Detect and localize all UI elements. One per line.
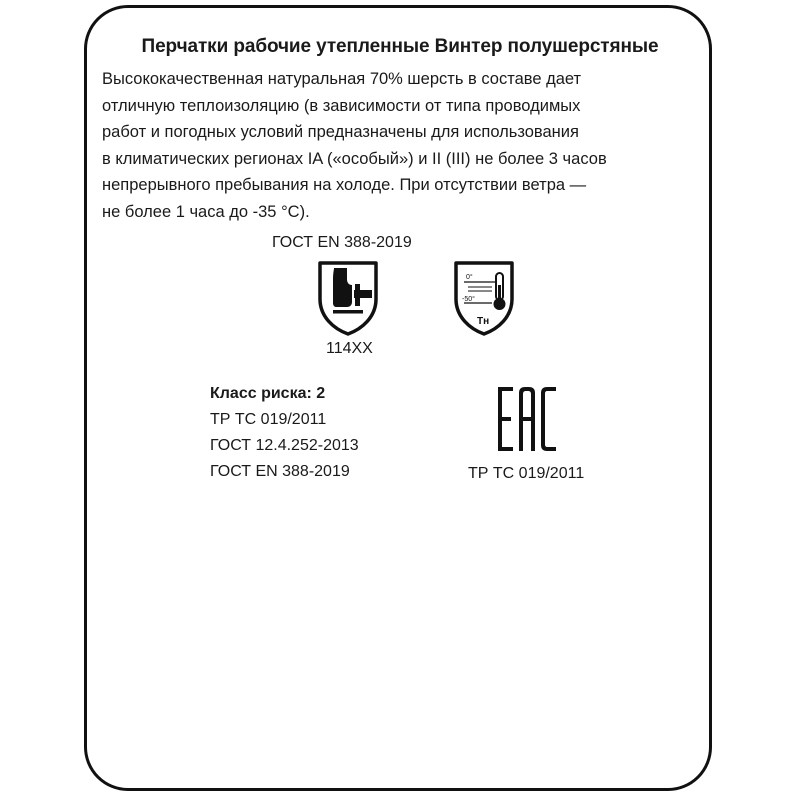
glove-hammer-shield-icon [316,259,380,337]
thermometer-shield-icon [452,259,516,337]
description-line: Высококачественная натуральная 70% шерсть в составе дает [102,70,582,88]
cold-minus-label: -50° [462,296,475,303]
page-title: Перчатки рабочие утепленные Винтер полушерстяные [141,36,659,57]
cold-zero-label: 0° [466,274,473,281]
description [102,66,662,225]
standard-line: ТР ТС 019/2011 [210,411,327,428]
mechanical-code: 114XX [326,340,373,357]
eac-caption: ТР ТС 019/2011 [468,465,585,482]
description-line: в климатических регионах IA («особый») и II (III) не более 3 часов [102,149,607,168]
risk-class: Класс риска: 2 [210,385,326,402]
description-line: не более 1 часа до -35 °С). [102,202,310,221]
description-line: отличную теплоизоляцию (в зависимости от типа проводимых [102,96,581,115]
standard-line: ГОСТ 12.4.252-2013 [210,437,359,454]
certification-block [210,381,359,485]
standard-line: ГОСТ EN 388-2019 [210,463,350,480]
standard-label: ГОСТ EN 388-2019 [272,234,412,251]
description-line: непрерывного пребывания на холоде. При отсутствии ветра — [102,176,587,194]
eac-mark-icon [497,387,557,451]
cold-code-label: Тн [477,316,490,327]
description-line: работ и погодных условий предназначены для использования [102,123,579,141]
